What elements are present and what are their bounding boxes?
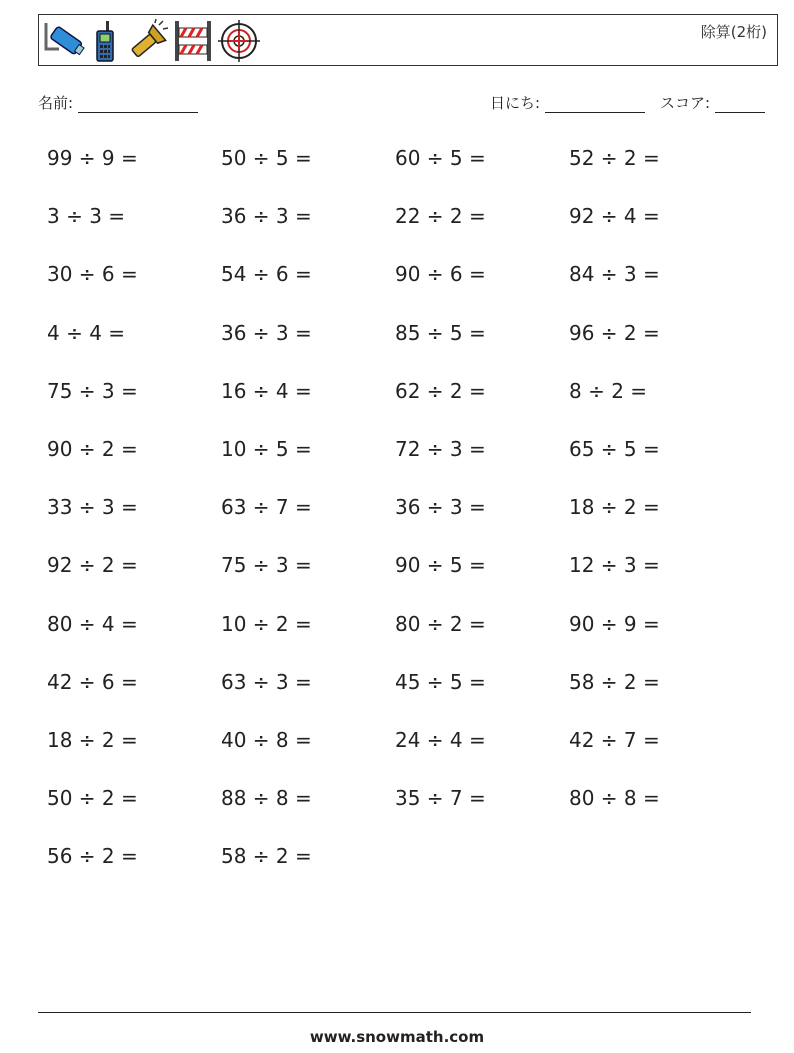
header-icons bbox=[43, 19, 261, 63]
division-problem: 80 ÷ 2 = bbox=[395, 611, 486, 636]
division-problem: 24 ÷ 4 = bbox=[395, 728, 486, 752]
division-problem: 60 ÷ 5 = bbox=[395, 146, 486, 170]
division-problem: 36 ÷ 3 = bbox=[395, 495, 486, 520]
problem-row bbox=[47, 437, 767, 467]
problem-row bbox=[47, 321, 767, 351]
problem-row bbox=[47, 146, 767, 176]
footer-divider bbox=[38, 1012, 751, 1013]
date-blank[interactable] bbox=[545, 96, 645, 113]
worksheet-header bbox=[38, 14, 778, 66]
division-problem: 90 ÷ 5 = bbox=[395, 553, 486, 578]
date-field[interactable] bbox=[490, 92, 645, 113]
division-problem: 30 ÷ 6 = bbox=[47, 262, 138, 287]
problem-row bbox=[47, 204, 767, 234]
division-problem: 16 ÷ 4 = bbox=[221, 378, 312, 403]
division-problem: 65 ÷ 5 = bbox=[569, 437, 660, 461]
division-problem: 40 ÷ 8 = bbox=[221, 728, 312, 752]
walkie-talkie-icon bbox=[91, 19, 121, 63]
division-problem: 45 ÷ 5 = bbox=[395, 669, 486, 694]
division-problem: 75 ÷ 3 = bbox=[221, 553, 312, 578]
problem-row bbox=[47, 553, 767, 583]
division-problem: 90 ÷ 2 = bbox=[47, 437, 138, 461]
division-problem: 4 ÷ 4 = bbox=[47, 320, 126, 345]
division-problem: 63 ÷ 3 = bbox=[221, 669, 312, 694]
crosshair-target-icon bbox=[217, 19, 261, 63]
division-problem: 84 ÷ 3 = bbox=[569, 262, 660, 287]
problem-row bbox=[47, 262, 767, 292]
division-problem: 58 ÷ 2 = bbox=[569, 669, 660, 694]
division-problem: 18 ÷ 2 = bbox=[569, 495, 660, 520]
division-problem: 50 ÷ 5 = bbox=[221, 146, 312, 170]
footer-url: www.snowmath.com bbox=[309, 1028, 485, 1046]
score-field[interactable] bbox=[660, 92, 765, 113]
division-problem: 80 ÷ 8 = bbox=[569, 786, 660, 811]
date-label: 日にち: bbox=[490, 94, 541, 112]
division-problem: 35 ÷ 7 = bbox=[395, 786, 486, 811]
division-problem: 92 ÷ 4 = bbox=[569, 204, 660, 229]
division-problem: 85 ÷ 5 = bbox=[395, 320, 486, 345]
division-problem: 36 ÷ 3 = bbox=[221, 204, 312, 229]
division-problem: 12 ÷ 3 = bbox=[569, 553, 660, 578]
name-field[interactable] bbox=[38, 92, 198, 113]
road-barrier-icon bbox=[173, 19, 213, 63]
problem-row bbox=[47, 612, 767, 642]
division-problem: 58 ÷ 2 = bbox=[221, 844, 312, 869]
problem-row bbox=[47, 495, 767, 525]
division-problem: 63 ÷ 7 = bbox=[221, 495, 312, 520]
division-problem: 99 ÷ 9 = bbox=[47, 146, 138, 170]
division-problem: 96 ÷ 2 = bbox=[569, 320, 660, 345]
division-problem: 50 ÷ 2 = bbox=[47, 786, 138, 811]
division-problem: 75 ÷ 3 = bbox=[47, 378, 138, 403]
problem-row bbox=[47, 728, 767, 758]
usb-drive-icon bbox=[43, 19, 87, 63]
division-problem: 54 ÷ 6 = bbox=[221, 262, 312, 287]
division-problem: 8 ÷ 2 = bbox=[569, 378, 648, 403]
name-blank[interactable] bbox=[78, 96, 198, 113]
division-problem: 90 ÷ 9 = bbox=[569, 611, 660, 636]
division-problem: 56 ÷ 2 = bbox=[47, 844, 138, 869]
division-problem: 33 ÷ 3 = bbox=[47, 495, 138, 520]
score-blank[interactable] bbox=[715, 96, 765, 113]
score-label: スコア: bbox=[660, 94, 711, 112]
division-problem: 42 ÷ 6 = bbox=[47, 669, 138, 694]
division-problem: 92 ÷ 2 = bbox=[47, 553, 138, 578]
problem-row bbox=[47, 844, 767, 874]
division-problem: 36 ÷ 3 = bbox=[221, 320, 312, 345]
division-problem: 22 ÷ 2 = bbox=[395, 204, 486, 229]
name-label: 名前: bbox=[38, 94, 74, 112]
worksheet-title: 除算(2桁) bbox=[700, 23, 767, 41]
division-problem: 18 ÷ 2 = bbox=[47, 728, 138, 752]
problem-row bbox=[47, 670, 767, 700]
problem-row bbox=[47, 786, 767, 816]
division-problem: 3 ÷ 3 = bbox=[47, 204, 126, 229]
division-problem: 72 ÷ 3 = bbox=[395, 437, 486, 461]
division-problem: 10 ÷ 2 = bbox=[221, 611, 312, 636]
division-problem: 80 ÷ 4 = bbox=[47, 611, 138, 636]
flashlight-icon bbox=[125, 19, 169, 63]
division-problem: 90 ÷ 6 = bbox=[395, 262, 486, 287]
division-problem: 10 ÷ 5 = bbox=[221, 437, 312, 461]
division-problem: 88 ÷ 8 = bbox=[221, 786, 312, 811]
division-problem: 52 ÷ 2 = bbox=[569, 146, 660, 170]
division-problem: 42 ÷ 7 = bbox=[569, 728, 660, 752]
problem-row bbox=[47, 379, 767, 409]
division-problem: 62 ÷ 2 = bbox=[395, 378, 486, 403]
